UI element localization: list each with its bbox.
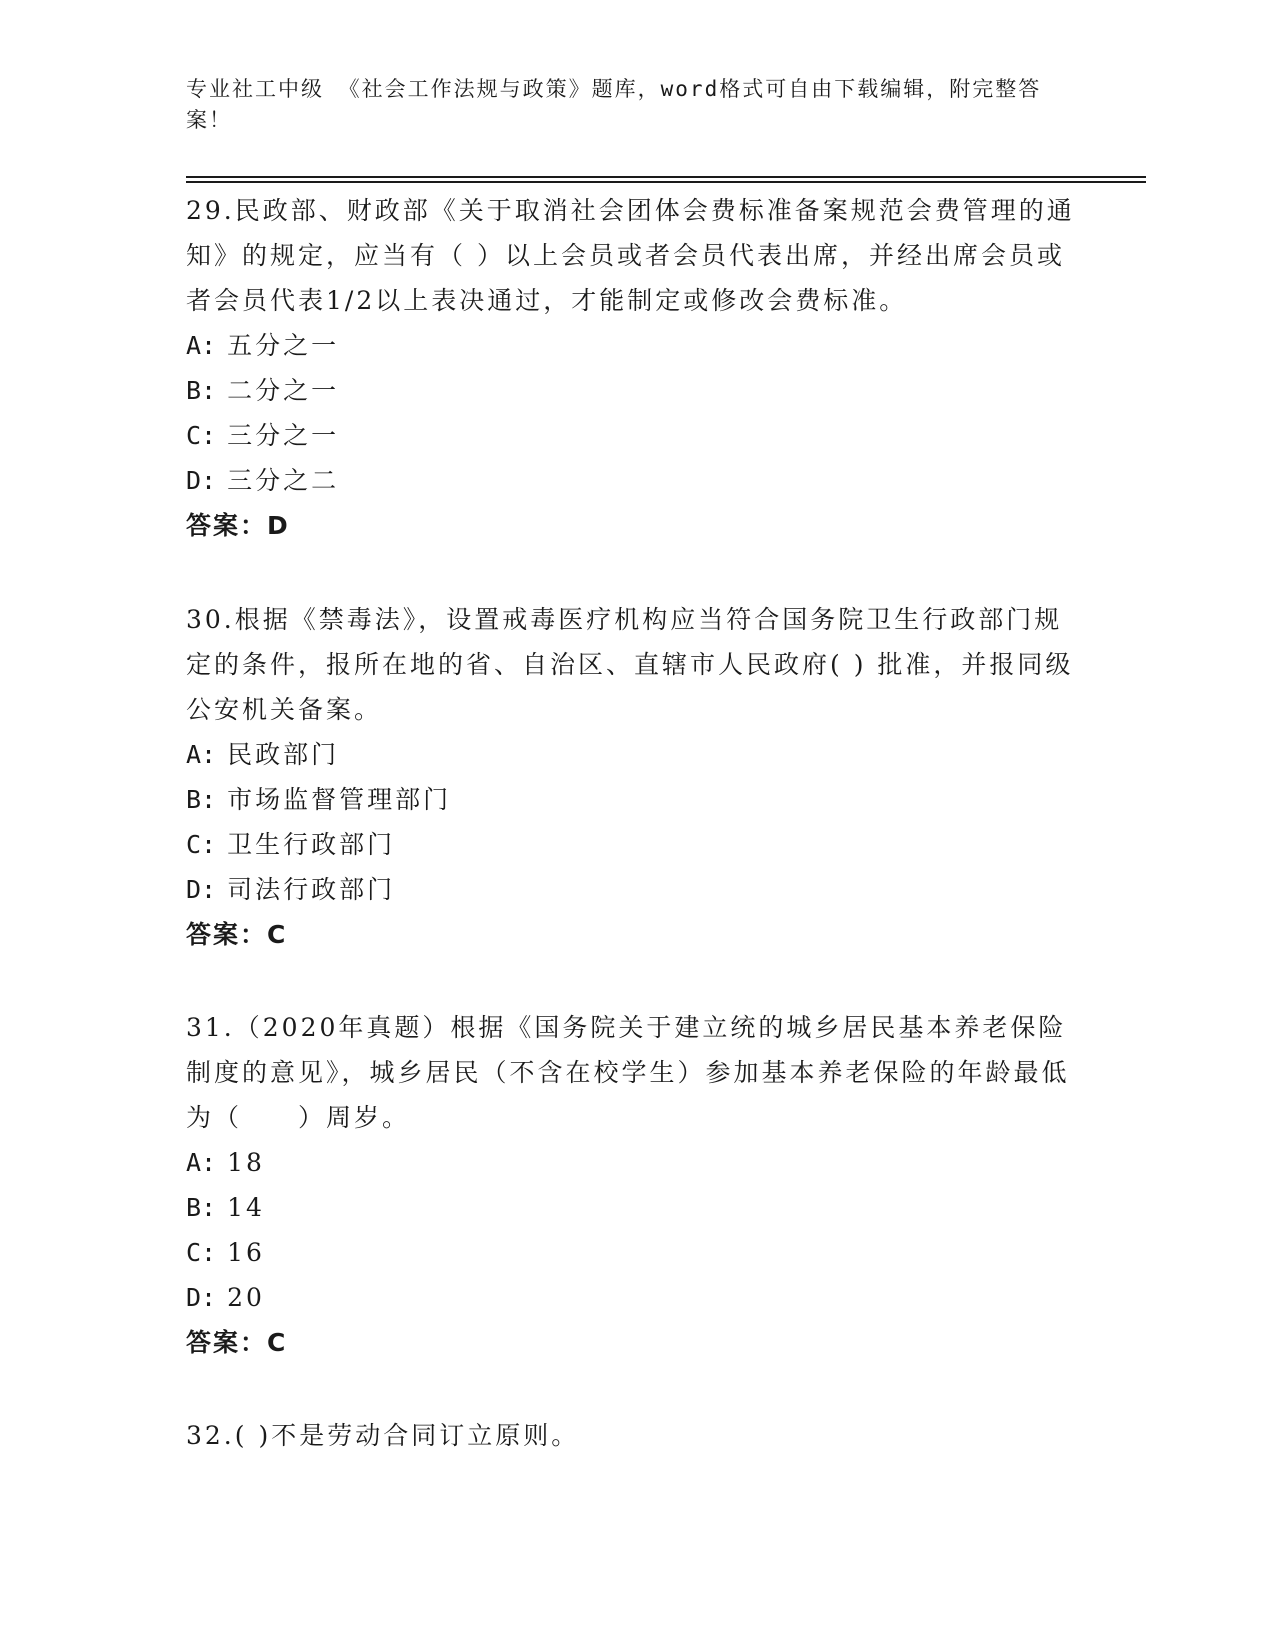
option-key: B: xyxy=(186,1193,217,1222)
answer: 答案：D xyxy=(186,511,290,540)
answer: 答案：C xyxy=(186,920,288,949)
option-key: D: xyxy=(186,1283,217,1312)
option-text: 市场监督管理部门 xyxy=(227,785,452,814)
option-b xyxy=(186,368,1086,413)
question-stem: 30.根据《禁毒法》，设置戒毒医疗机构应当符合国务院卫生行政部门规定的条件，报所在地的省、自治区、直辖市人民政府( ) 批准，并报同级公安机关备案。 xyxy=(186,605,1074,724)
option-key: D: xyxy=(186,875,217,904)
option-key: B: xyxy=(186,785,217,814)
question-29 xyxy=(186,188,1086,548)
option-d xyxy=(186,867,1086,912)
option-a xyxy=(186,732,1086,777)
option-a xyxy=(186,1140,1086,1185)
header-divider-top xyxy=(186,176,1146,178)
question-stem: 32.( )不是劳动合同订立原则。 xyxy=(186,1421,580,1450)
answer: 答案：C xyxy=(186,1328,288,1357)
option-b xyxy=(186,777,1086,822)
option-key: A: xyxy=(186,740,217,769)
question-31 xyxy=(186,1005,1086,1365)
option-key: A: xyxy=(186,1148,217,1177)
option-key: C: xyxy=(186,830,217,859)
option-text: 五分之一 xyxy=(227,331,340,360)
option-key: C: xyxy=(186,421,217,450)
option-b xyxy=(186,1185,1086,1230)
option-key: D: xyxy=(186,466,217,495)
option-text: 18 xyxy=(227,1148,265,1177)
option-text: 三分之一 xyxy=(227,421,340,450)
option-text: 二分之一 xyxy=(227,376,340,405)
option-text: 14 xyxy=(227,1193,265,1222)
option-text: 司法行政部门 xyxy=(227,875,396,904)
question-30 xyxy=(186,597,1086,957)
option-c xyxy=(186,1230,1086,1275)
option-text: 三分之二 xyxy=(227,466,340,495)
header-divider-bottom xyxy=(186,181,1146,183)
option-key: B: xyxy=(186,376,217,405)
question-32 xyxy=(186,1413,1086,1458)
option-c xyxy=(186,822,1086,867)
option-d xyxy=(186,1275,1086,1320)
option-text: 16 xyxy=(227,1238,265,1267)
document-header: 专业社工中级 《社会工作法规与政策》题库，word格式可自由下载编辑，附完整答案！ xyxy=(186,77,1042,132)
option-text: 卫生行政部门 xyxy=(227,830,396,859)
option-text: 20 xyxy=(227,1283,265,1312)
option-key: A: xyxy=(186,331,217,360)
option-a xyxy=(186,323,1086,368)
question-stem: 31.（2020年真题）根据《国务院关于建立统的城乡居民基本养老保险制度的意见》，城乡居民（不含在校学生）参加基本养老保险的年龄最低为（ ）周岁。 xyxy=(186,1013,1070,1132)
question-stem: 29.民政部、财政部《关于取消社会团体会费标准备案规范会费管理的通知》的规定，应当有（ ）以上会员或者会员代表出席，并经出席会员或者会员代表1/2以上表决通过，才能制定或修改会费标准。 xyxy=(186,196,1075,315)
option-c xyxy=(186,413,1086,458)
option-d xyxy=(186,458,1086,503)
option-key: C: xyxy=(186,1238,217,1267)
option-text: 民政部门 xyxy=(227,740,340,769)
